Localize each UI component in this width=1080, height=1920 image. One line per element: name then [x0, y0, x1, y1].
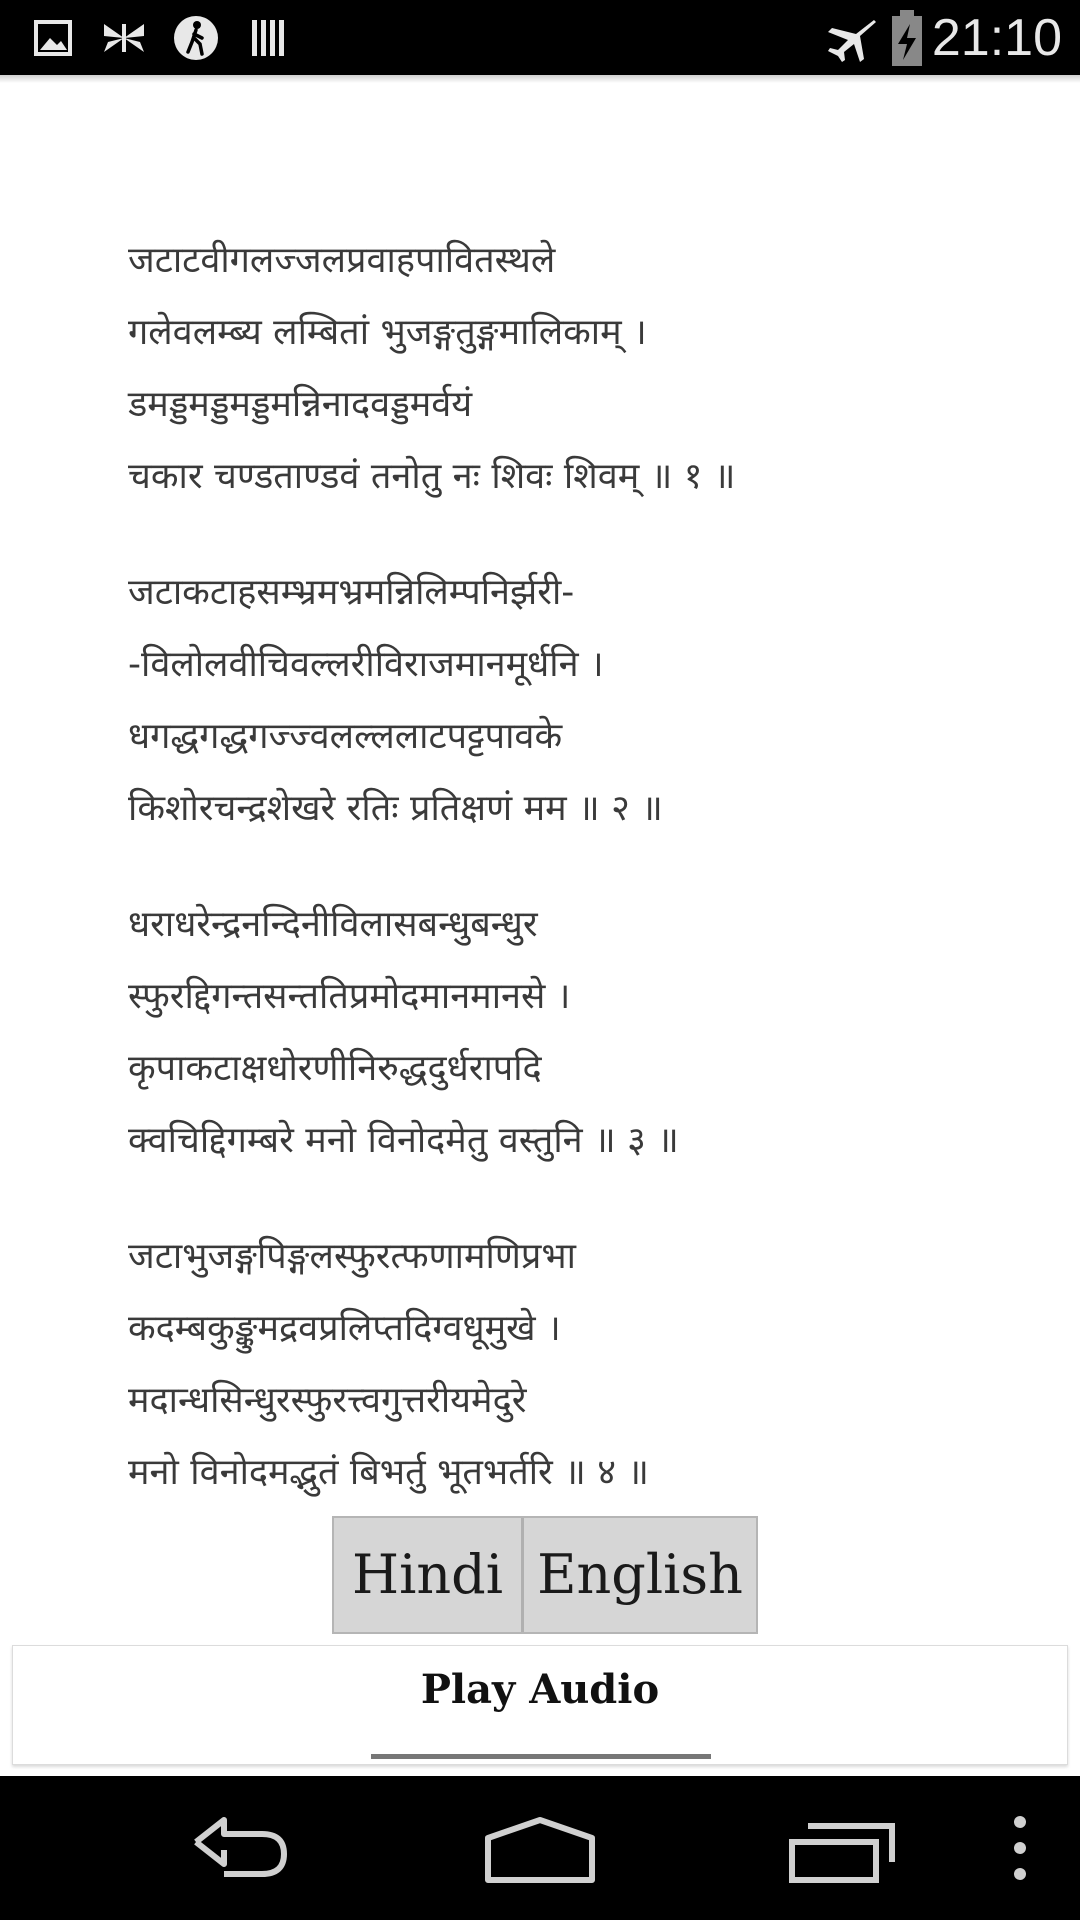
verse-line: चकार चण्डताण्डवं तनोतु नः शिवः शिवम् ॥ १ ॥ — [128, 456, 736, 497]
walk-icon — [172, 14, 220, 62]
verse-stanza — [128, 1221, 1028, 1509]
verse-line: -विलोलवीचिवल्लरीविराजमानमूर्धनि । — [128, 644, 604, 685]
play-audio-label: Play Audio — [420, 1666, 660, 1713]
verse-line: स्फुरद्दिगन्तसन्ततिप्रमोदमानमानसे । — [128, 976, 571, 1017]
verse-line: धगद्धगद्धगज्ज्वलल्ललाटपट्टपावके — [128, 716, 563, 757]
verse-line: क्वचिद्दिगम्बरे मनो विनोदमेतु वस्तुनि ॥ ३ ॥ — [128, 1120, 679, 1161]
airplane-mode-icon — [826, 14, 878, 62]
verse-line: जटाटवीगलज्जलप्रवाहपावितस्थले — [128, 240, 556, 281]
verse-stanza — [128, 889, 1028, 1177]
verse-line: डमड्डमड्डमड्डमन्निनादवड्डमर्वयं — [128, 384, 473, 425]
back-icon[interactable] — [180, 1800, 300, 1896]
hindi-button[interactable]: Hindi — [334, 1518, 524, 1632]
verse-line: गलेवलम्ब्य लम्बितां भुजङ्गतुङ्गमालिकाम् । — [128, 312, 647, 353]
verse-line: मनो विनोदमद्भुतं बिभर्तु भूतभर्तरि ॥ ४ ॥ — [128, 1452, 649, 1493]
verse-line: जटाभुजङ्गपिङ्गलस्फुरत्फणामणिप्रभा — [128, 1236, 576, 1277]
english-button[interactable]: English — [524, 1518, 756, 1632]
stotram-text — [128, 225, 1028, 1553]
verse-line: कदम्बकुङ्कुमद्रवप्रलिप्तदिग्वधूमुखे । — [128, 1308, 561, 1349]
play-audio-button[interactable] — [12, 1645, 1068, 1765]
status-time: 21:10 — [931, 9, 1062, 67]
navigation-bar — [0, 1776, 1080, 1920]
verse-line: कृपाकटाक्षधोरणीनिरुद्धदुर्धरापदि — [128, 1048, 542, 1089]
verse-line: धराधरेन्द्रनन्दिनीविलासबन्धुबन्धुर — [128, 904, 538, 945]
recent-apps-icon[interactable] — [780, 1800, 900, 1896]
gallery-icon — [30, 14, 78, 62]
home-icon[interactable] — [480, 1800, 600, 1896]
verse-stanza — [128, 225, 1028, 513]
verse-stanza — [128, 557, 1028, 845]
language-toggle — [332, 1516, 758, 1634]
verse-line: जटाकटाहसम्भ्रमभ्रमन्निलिम्पनिर्झरी- — [128, 572, 575, 613]
battery-charging-icon — [890, 10, 924, 66]
overflow-menu-icon[interactable] — [990, 1800, 1050, 1896]
verse-line: किशोरचन्द्रशेखरे रतिः प्रतिक्षणं मम ॥ २ ॥ — [128, 788, 663, 829]
barcode-icon — [244, 14, 292, 62]
butterfly-icon — [100, 14, 148, 62]
status-bar — [0, 0, 1080, 75]
actionbar-shadow — [0, 75, 1080, 83]
verse-line: मदान्धसिन्धुरस्फुरत्त्वगुत्तरीयमेदुरे — [128, 1380, 527, 1421]
play-audio-indicator — [371, 1754, 711, 1759]
